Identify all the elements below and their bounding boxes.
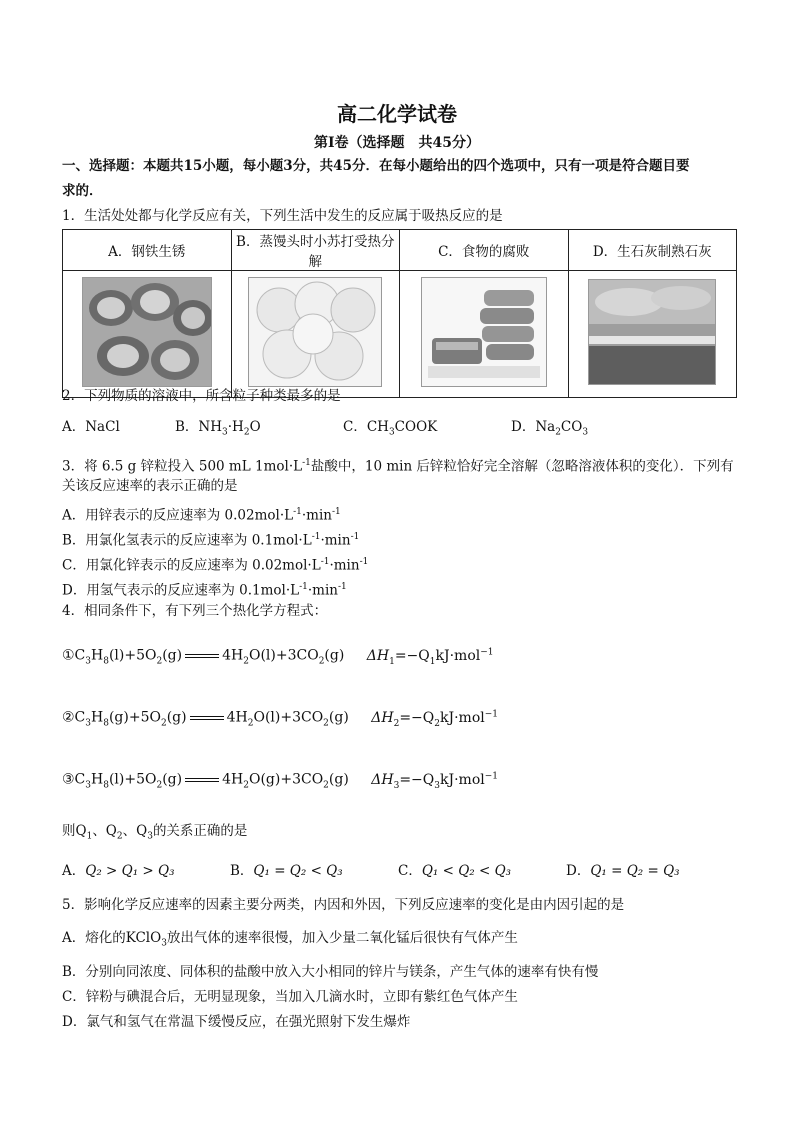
q4-option-d: D．Q₁ = Q₂ = Q₃ bbox=[566, 863, 680, 879]
q3-option-d: D．用氢气表示的反应速率为 $0.1mol\cdot L^{-1}\cdot\min^{-1}$ bbox=[62, 582, 347, 599]
q1-option-a: A．钢铁生锈 bbox=[63, 230, 232, 271]
q4-equation-2: $②C_3H_8(g)+5O_2(g)$ $4H_2O(l)+3CO_2(g)$ $\Delta H_2=-Q_2kJ\cdot mol^{-1}$ bbox=[62, 709, 499, 729]
q5-option-a: A．熔化的KClO$_3$放出气体的速率很慢，加入少量二氧化锰后很快有气体产生 bbox=[62, 930, 518, 949]
moldy-food-photo bbox=[421, 277, 547, 387]
q1-photo-c-cell bbox=[400, 271, 569, 398]
rusty-pipes-photo bbox=[82, 277, 212, 387]
q1-stem: 1．生活处处都与化学反应有关，下列生活中发生的反应属于吸热反应的是 bbox=[62, 208, 503, 224]
q1-photo-d-cell bbox=[568, 271, 737, 398]
q3-option-c: C．用氯化锌表示的反应速率为 $0.02mol\cdot L^{-1}\cdot\min^{-1}$ bbox=[62, 557, 369, 574]
steamed-buns-photo bbox=[248, 277, 382, 387]
q1-option-b: B．蒸馒头时小苏打受热分解 bbox=[231, 230, 400, 271]
q4-option-b: B．Q₁ = Q₂ < Q₃ bbox=[230, 863, 343, 879]
q3-option-a: A．用锌表示的反应速率为 $0.02mol\cdot L^{-1}\cdot\min^{-1}$ bbox=[62, 507, 341, 524]
q3-stem-line2: 关该反应速率的表示正确的是 bbox=[62, 478, 238, 494]
section-heading-line2: 求的． bbox=[62, 183, 103, 199]
q2-option-a: A．NaCl bbox=[62, 419, 120, 435]
q4-option-c: C．Q₁ < Q₂ < Q₃ bbox=[398, 863, 512, 879]
q3-option-b: B．用氯化氢表示的反应速率为 $0.1mol\cdot L^{-1}\cdot\min^{-1}$ bbox=[62, 532, 360, 549]
page-title: 高二化学试卷 bbox=[337, 102, 457, 126]
q4-stem: 4．相同条件下，有下列三个热化学方程式： bbox=[62, 603, 328, 619]
q4-relation-stem: 则$Q_1$、$Q_2$、$Q_3$的关系正确的是 bbox=[62, 823, 248, 842]
q5-option-d: D．氯气和氢气在常温下缓慢反应，在强光照射下发生爆炸 bbox=[62, 1014, 411, 1030]
q1-photo-b-cell bbox=[231, 271, 400, 398]
q5-stem: 5．影响化学反应速率的因素主要分两类，内因和外因，下列反应速率的变化是由内因引起的是 bbox=[62, 897, 625, 913]
q4-equation-3: $③C_3H_8(l)+5O_2(g)$ $4H_2O(g)+3CO_2(g)$ $\Delta H_3=-Q_3kJ\cdot mol^{-1}$ bbox=[62, 771, 499, 791]
q4-option-a: A．Q₂ > Q₁ > Q₃ bbox=[62, 863, 175, 879]
q4-equation-1: $①C_3H_8(l)+5O_2(g)$ $4H_2O(l)+3CO_2(g)$ $\Delta H_1=-Q_1kJ\cdot mol^{-1}$ bbox=[62, 647, 494, 667]
q5-option-c: C．锌粉与碘混合后，无明显现象，当加入几滴水时，立即有紫红色气体产生 bbox=[62, 989, 518, 1005]
q2-stem: 2．下列物质的溶液中，所含粒子种类最多的是 bbox=[62, 388, 341, 404]
q3-stem-line1: 3．将 6.5 g 锌粒投入 500 mL $1mol\cdot L^{-1}$盐酸中，10 min 后锌粒恰好完全溶解（忽略溶液体积的变化）．下列有 bbox=[62, 458, 734, 475]
q1-option-c: C．食物的腐败 bbox=[400, 230, 569, 271]
q2-option-d: D．$Na_2CO_3$ bbox=[511, 419, 589, 438]
section-heading-line1: 一、选择题：本题共15小题，每小题3分，共45分．在每小题给出的四个选项中，只有一项是符合题目要 bbox=[62, 158, 690, 174]
section-subtitle: 第Ⅰ卷（选择题 共45分） bbox=[313, 135, 481, 151]
q2-option-b: B．$NH_3\cdot H_2O$ bbox=[175, 419, 261, 438]
q2-option-c: C．$CH_3COOK$ bbox=[343, 419, 438, 438]
q5-option-b: B．分别向同浓度、同体积的盐酸中放入大小相同的锌片与镁条，产生气体的速率有快有慢 bbox=[62, 964, 599, 980]
quicklime-photo bbox=[588, 279, 716, 385]
q1-options-table bbox=[62, 229, 737, 398]
q1-photo-a-cell bbox=[63, 271, 232, 398]
q1-option-d: D．生石灰制熟石灰 bbox=[568, 230, 737, 271]
